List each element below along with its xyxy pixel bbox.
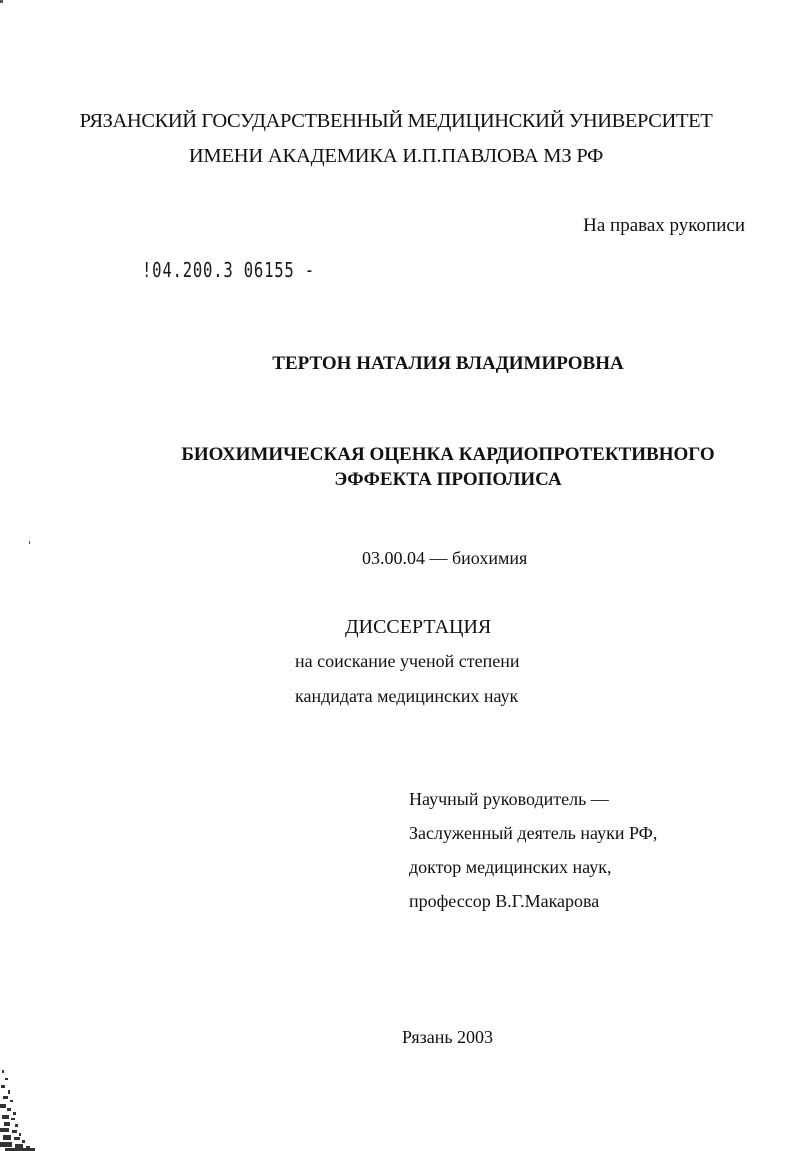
title-line-2: ЭФФЕКТА ПРОПОЛИСА: [334, 469, 562, 490]
scan-edge-noise: [0, 1060, 40, 1151]
work-type-line-1: на соискание ученой степени: [295, 651, 520, 671]
supervisor-line-4: профессор В.Г.Макарова: [409, 891, 600, 911]
work-type-line-2: кандидата медицинских наук: [295, 686, 519, 706]
work-type-heading: ДИССЕРТАЦИЯ: [345, 616, 492, 638]
place-year: Рязань 2003: [402, 1027, 494, 1047]
scan-speck: [29, 541, 30, 544]
scan-speck: [0, 0, 3, 3]
specialty-code: 03.00.04 — биохимия: [362, 548, 528, 568]
institution-line-1: РЯЗАНСКИЙ ГОСУДАРСТВЕННЫЙ МЕДИЦИНСКИЙ УНИВЕРСИТЕТ: [79, 110, 713, 132]
supervisor-line-3: доктор медицинских наук,: [409, 857, 612, 877]
supervisor-line-2: Заслуженный деятель науки РФ,: [409, 823, 658, 843]
author-name: ТЕРТОН НАТАЛИЯ ВЛАДИМИРОВНА: [272, 353, 624, 374]
manuscript-note: На правах рукописи: [583, 215, 745, 236]
supervisor-line-1: Научный руководитель —: [409, 789, 609, 809]
catalog-stamp: !04.200.3 06155 -: [142, 258, 315, 282]
title-line-1: БИОХИМИЧЕСКАЯ ОЦЕНКА КАРДИОПРОТЕКТИВНОГО: [181, 444, 715, 465]
institution-line-2: ИМЕНИ АКАДЕМИКА И.П.ПАВЛОВА МЗ РФ: [188, 145, 604, 167]
